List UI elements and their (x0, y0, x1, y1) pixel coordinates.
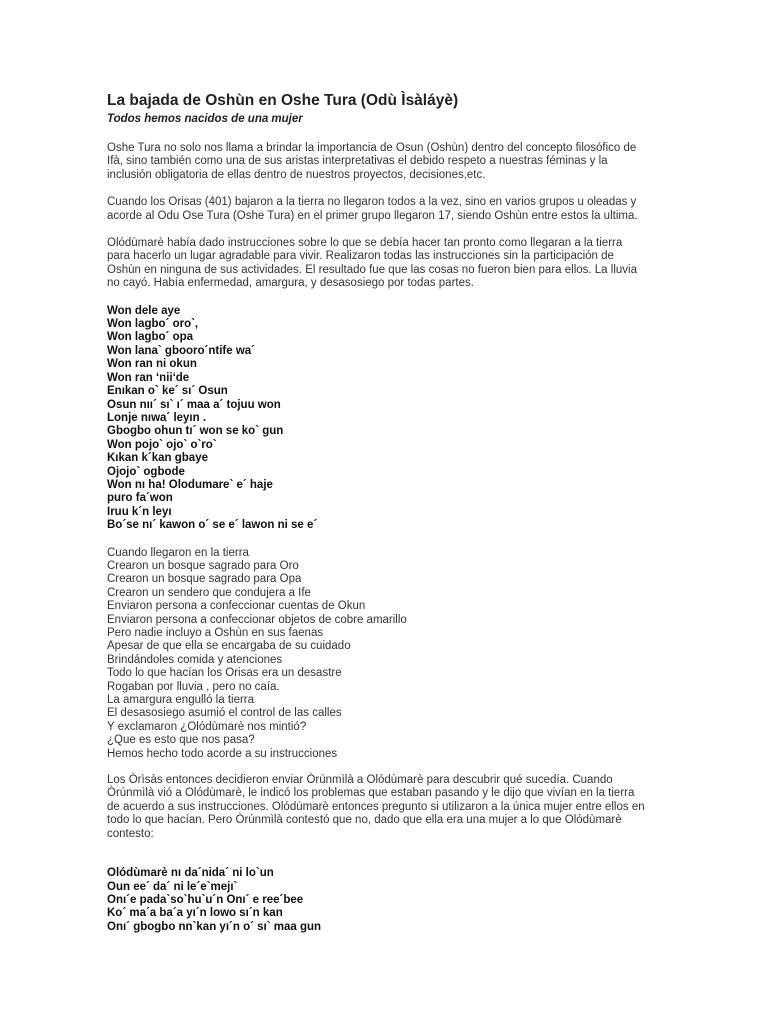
chant-line: Won lana` gbooro´ntife wa´ (107, 344, 255, 357)
chant-line: Osun nıı´ sı` ı´ maa a´ tojuu won (107, 398, 281, 411)
chant-line: Won nı ha! Olodumare` e´ haje (107, 478, 273, 491)
yoruba-chant-1 (107, 305, 647, 533)
chant-line: Bo´se nı´ kawon o´ se e´ lawon ni se e´ (107, 519, 318, 532)
chant-line: Oun ee´ da´ ni le´e`mejı` (107, 880, 238, 893)
chant-line: Onı´e pada`so`hu`u´n Onı´ e ree´bee (107, 893, 304, 906)
chant-line: Ko´ ma´a ba´a yı´n lowo sı´n kan (107, 907, 283, 920)
verse-line: ¿Que es esto que nos pasa? (107, 734, 255, 747)
verse-line: Todo lo que hacían los Orisas era un desastre (107, 667, 342, 680)
document-subtitle: Todos hemos nacidos de una mujer (107, 113, 303, 125)
verse-line: Crearon un bosque sagrado para Opa (107, 573, 302, 586)
chant-line: Lonje nıwa´ leyın . (107, 411, 207, 424)
chant-line: Ojojo` ogbode (107, 465, 185, 478)
chant-line: Kıkan k´kan gbaye (107, 452, 208, 465)
yoruba-chant-2 (107, 867, 647, 934)
verse-line: Rogaban por lluvia , pero no caía. (107, 680, 280, 693)
chant-line: Won lagbo´ opa (107, 331, 194, 344)
verse-line: Crearon un bosque sagrado para Oro (107, 559, 299, 572)
verse-line: Enviaron persona a confeccionar objetos de cobre amarillo (107, 613, 407, 626)
verse-line: La amargura engulló la tierra (107, 694, 255, 707)
chant-line: Gbogbo ohun tı´ won se ko` gun (107, 425, 284, 438)
spanish-verse (107, 547, 647, 762)
verse-line: Apesar de que ella se encargaba de su cuidado (107, 640, 351, 653)
verse-line: El desasosiego asumió el control de las calles (107, 707, 342, 720)
verse-line: Pero nadie incluyo a Oshùn en sus faenas (107, 627, 324, 639)
paragraph-orunmila: Los Òrìsàs entonces decidieron enviar Òrúnmìlà a Olódùmarè para descubrir qué sucedía. Cuando Òrúnmìlà vió a Olódùmarè, le indicó los problemas que estaban pasando y le dijo que vivían en la tierra de acuerdo a sus instrucciones. Olódùmarè entonces pregunto si utilizaron a la única mujer entre ellos en todo lo que hacían. Pero Òrúnmìlà contestó que no, dado que ella era una mujer a lo que Olódùmarè contesto: (107, 774, 645, 840)
chant-line: Olódùmarè nı da´nida´ ni lo`un (107, 867, 274, 880)
document-title: La bajada de Oshùn en Oshe Tura (Odù Ìsàláyè) (107, 92, 459, 109)
paragraph-instructions: Olódùmarè había dado instrucciones sobre lo que se debía hacer tan pronto como llegaran a la tierra para hacerlo un lugar agradable para vivir. Realizaron todas las instrucciones sin la participación de Oshùn en ninguna de sus actividades. El resultado fue que las cosas no fueron bien para ellos. La lluvia no cayó. Había enfermedad, amargura, y desasosiego por todas partes. (107, 237, 637, 290)
document-page (107, 92, 647, 934)
verse-line: Hemos hecho todo acorde a su instrucciones (107, 747, 338, 760)
verse-line: Brindándoles comida y atenciones (107, 653, 283, 666)
chant-line: puro fa´won (107, 492, 173, 505)
verse-line: Crearon un sendero que condujera a Ife (107, 586, 311, 599)
chant-line: Won pojo` ojo` o`ro` (107, 438, 217, 451)
chant-line: Won dele aye (107, 304, 181, 317)
verse-line: Y exclamaron ¿Olódùmarè nos mintió? (107, 720, 307, 733)
chant-line: Won ran ‘nii‘de (107, 371, 190, 384)
paragraph-orisas-arrival: Cuando los Orisas (401) bajaron a la tierra no llegaron todos a la vez, sino en varios grupos u oleadas y acorde al Odu Ose Tura (Oshe Tura) en el primer grupo llegaron 17, siendo Oshùn entre estos la ultima. (107, 196, 638, 222)
chant-line: Won lagbo´ oro`, (107, 318, 199, 331)
chant-line: Iruu k´n leyı (107, 505, 172, 518)
verse-line: Enviaron persona a confeccionar cuentas de Okun (107, 600, 366, 613)
chant-line: Enıkan o` ke´ sı´ Osun (107, 385, 228, 398)
chant-line: Won ran ni okun (107, 358, 197, 371)
paragraph-intro: Oshe Tura no solo nos llama a brindar la importancia de Osun (Oshùn) dentro del concepto filosófico de Ifà, sino también como una de sus aristas interpretativas el debido respeto a nuestras féminas y la inclusión obligatoria de ellas dentro de nuestros proyectos, decisiones,etc. (107, 142, 637, 181)
verse-line: Cuando llegaron en la tierra (107, 546, 249, 559)
chant-line: Onı´ gbogbo nn`kan yı´n o´ sı` maa gun (107, 920, 322, 933)
